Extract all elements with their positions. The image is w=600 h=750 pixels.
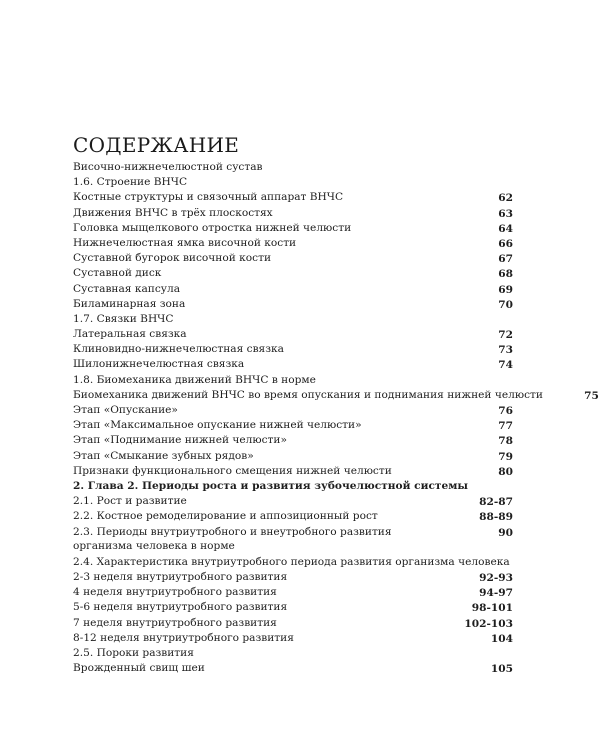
- toc-entry-title: Этап «Опускание»: [73, 404, 178, 416]
- toc-entry: [73, 600, 513, 615]
- toc-entry-page: [510, 555, 566, 556]
- toc-entry-title: Суставная капсула: [73, 282, 181, 295]
- toc-entry-title: 5-6 неделя внутриутробного развития: [73, 601, 288, 614]
- toc-entry-title: 8-12 неделя внутриутробного развития: [73, 631, 294, 644]
- toc-entry-title: Костные структуры и связочный аппарат ВНЧС: [73, 191, 344, 204]
- toc-entry-page: 70: [498, 298, 513, 311]
- toc-entry-title: Движения ВНЧС в трёх плоскостях: [73, 206, 273, 219]
- toc-entry-page: 105: [490, 663, 513, 676]
- toc-entry: [73, 449, 513, 464]
- toc-entry: [73, 251, 513, 266]
- toc-entry-title: Клиновидно-нижнечелюстная связка: [73, 343, 284, 356]
- toc-entry-title: Биламинарная зона: [73, 297, 186, 310]
- toc-entry: [73, 494, 513, 509]
- page-title: СОДЕРЖАНИЕ: [73, 133, 240, 157]
- toc-entry-title: Нижнечелюстная ямка височной кости: [73, 236, 297, 249]
- toc-entry: [73, 464, 513, 479]
- toc-entry-title: Этап «Поднимание нижней челюсти»: [73, 434, 287, 447]
- toc-entry: [73, 327, 513, 342]
- toc-entry-page: [457, 312, 513, 313]
- toc-entry-page: [457, 175, 513, 176]
- toc-entry-page: 66: [498, 237, 513, 250]
- toc-entry-title: Этап «Максимальное опускание нижней челюсти»: [73, 419, 362, 432]
- toc-entry: [73, 266, 513, 281]
- toc-entry: [73, 585, 513, 600]
- table-of-contents: [73, 160, 599, 676]
- toc-entry-page: 102-103: [464, 617, 513, 630]
- toc-entry-title: 1.7. Связки ВНЧС: [73, 312, 174, 325]
- toc-entry: [73, 175, 513, 190]
- toc-entry: [73, 570, 513, 585]
- toc-entry-page: 67: [498, 253, 513, 266]
- toc-entry: [73, 282, 513, 297]
- toc-entry: [73, 388, 599, 403]
- toc-entry: [73, 236, 513, 251]
- toc-entry-title: 7 неделя внутриутробного развития: [73, 616, 277, 629]
- toc-entry-page: 73: [498, 344, 513, 357]
- toc-entry-title: Признаки функционального смещения нижней челюсти: [73, 464, 392, 477]
- toc-entry-title: Суставной диск: [73, 267, 162, 280]
- toc-entry-page: 75: [584, 389, 599, 402]
- toc-entry-page: 104: [490, 632, 513, 645]
- toc-entry-title: Суставной бугорок височной кости: [73, 252, 272, 265]
- toc-entry-page: 79: [498, 450, 513, 463]
- toc-entry-title: Латеральная связка: [73, 328, 187, 341]
- toc-entry: [73, 433, 513, 448]
- toc-entry-page: [457, 373, 513, 374]
- toc-entry-title: Головка мыщелкового отростка нижней челюсти: [73, 221, 352, 234]
- toc-entry-page: 72: [498, 329, 513, 342]
- toc-entry: [73, 479, 513, 494]
- toc-entry-page: [468, 479, 524, 480]
- toc-entry-page: 69: [498, 283, 513, 296]
- toc-entry: [73, 160, 513, 175]
- toc-entry-title: Врожденный свищ шеи: [73, 662, 205, 675]
- toc-entry-page: 76: [498, 405, 513, 417]
- toc-entry-page: 80: [498, 465, 513, 478]
- toc-entry-page: 88-89: [479, 511, 513, 524]
- toc-entry: [73, 206, 513, 221]
- toc-entry: [73, 221, 513, 236]
- toc-entry-title: 2.1. Рост и развитие: [73, 495, 187, 508]
- toc-entry-title: 2-3 неделя внутриутробного развития: [73, 571, 288, 584]
- toc-entry: [73, 616, 513, 631]
- toc-entry: [73, 555, 513, 570]
- toc-entry-title: 1.6. Строение ВНЧС: [73, 176, 188, 189]
- toc-entry-page: 82-87: [479, 496, 513, 509]
- toc-entry-title: Биомеханика движений ВНЧС во время опускания и поднимания нижней челюсти: [73, 388, 543, 401]
- toc-entry-page: 90: [498, 526, 513, 539]
- toc-entry: [73, 342, 513, 357]
- toc-entry-title: 2.5. Пороки развития: [73, 647, 194, 660]
- toc-entry-title: 2.4. Характеристика внутриутробного периода развития организма человека: [73, 555, 510, 568]
- toc-entry-page: 63: [498, 207, 513, 220]
- toc-entry-title: 1.8. Биомеханика движений ВНЧС в норме: [73, 373, 316, 386]
- toc-entry-page: 78: [498, 435, 513, 448]
- toc-entry: [73, 509, 513, 524]
- toc-entry: [73, 646, 513, 661]
- toc-entry-page: [457, 646, 513, 647]
- toc-entry-page: 77: [498, 420, 513, 433]
- toc-entry-page: [457, 160, 513, 161]
- toc-entry: [73, 373, 513, 388]
- toc-entry-page: 68: [498, 268, 513, 281]
- toc-entry-title: Височно-нижнечелюстной сустав: [73, 161, 263, 173]
- toc-entry-title: 2. Глава 2. Периоды роста и развития зубочелюстной системы: [73, 479, 469, 492]
- toc-entry-title: Этап «Смыкание зубных рядов»: [73, 449, 254, 462]
- toc-entry: [73, 418, 513, 433]
- toc-entry: [73, 297, 513, 312]
- toc-entry-title: Шилонижнечелюстная связка: [73, 358, 245, 371]
- toc-entry: [73, 661, 513, 676]
- toc-entry: [73, 190, 513, 205]
- toc-entry-title: 2.2. Костное ремоделирование и аппозиционный рост: [73, 510, 378, 523]
- toc-entry: [73, 525, 513, 555]
- toc-entry-page: 94-97: [479, 587, 513, 600]
- toc-entry: [73, 357, 513, 372]
- toc-entry-page: 98-101: [471, 602, 513, 615]
- toc-entry-title: 2.3. Периоды внутриутробного и внеутробного развития организма человека в норме: [73, 525, 392, 552]
- toc-entry: [73, 631, 513, 646]
- toc-entry-page: 62: [498, 192, 513, 205]
- toc-entry: [73, 403, 513, 418]
- toc-entry-page: 64: [498, 222, 513, 235]
- toc-entry-page: 92-93: [479, 572, 513, 585]
- toc-entry-page: 74: [498, 359, 513, 372]
- toc-entry-title: 4 неделя внутриутробного развития: [73, 586, 277, 599]
- toc-entry: [73, 312, 513, 327]
